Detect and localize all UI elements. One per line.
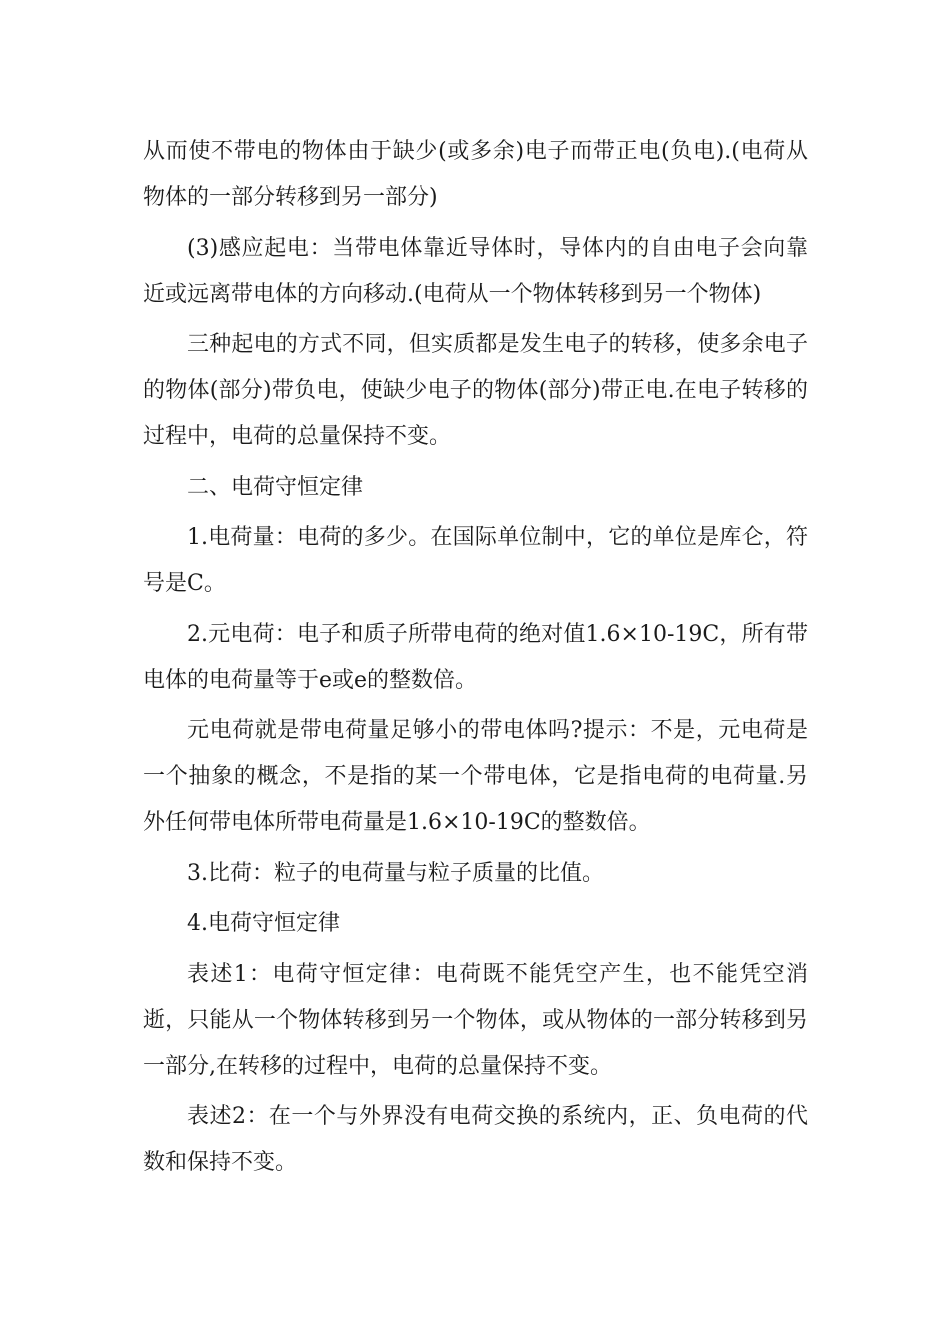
- paragraph-elementary-charge-note: 元电荷就是带电荷量足够小的带电体吗?提示：不是，元电荷是一个抽象的概念，不是指的某一个带电体，它是指电荷的电荷量.另外任何带电体所带电荷量是1.6×10-19C的整数倍。: [143, 718, 808, 835]
- paragraph-elementary-charge: 2.元电荷：电子和质子所带电荷的绝对值1.6×10-19C，所有带电体的电荷量等于e或e的整数倍。: [143, 621, 808, 693]
- paragraph-continuation: 从而使不带电的物体由于缺少(或多余)电子而带正电(负电).(电荷从物体的一部分转移到另一部分): [143, 139, 808, 210]
- subheading-conservation-law: 4.电荷守恒定律: [187, 911, 340, 936]
- paragraph-charge-quantity: 1.电荷量：电荷的多少。在国际单位制中，它的单位是库仑，符号是C。: [143, 525, 808, 596]
- paragraph-specific-charge: 3.比荷：粒子的电荷量与粒子质量的比值。: [187, 860, 604, 886]
- section-heading-conservation: 二、电荷守恒定律: [187, 474, 364, 500]
- paragraph-statement-2: 表述2：在一个与外界没有电荷交换的系统内，正、负电荷的代数和保持不变。: [143, 1104, 808, 1175]
- paragraph-statement-1: 表述1：电荷守恒定律：电荷既不能凭空产生，也不能凭空消逝，只能从一个物体转移到另一个物体，或从物体的一部分转移到另一部分,在转移的过程中，电荷的总量保持不变。: [143, 961, 808, 1079]
- document-body: [143, 129, 808, 1191]
- paragraph-charging-summary: 三种起电的方式不同，但实质都是发生电子的转移，使多余电子的物体(部分)带负电，使缺少电子的物体(部分)带正电.在电子转移的过程中，电荷的总量保持不变。: [143, 332, 808, 449]
- paragraph-induction-charging: (3)感应起电：当带电体靠近导体时，导体内的自由电子会向靠近或远离带电体的方向移动.(电荷从一个物体转移到另一个物体): [143, 235, 808, 307]
